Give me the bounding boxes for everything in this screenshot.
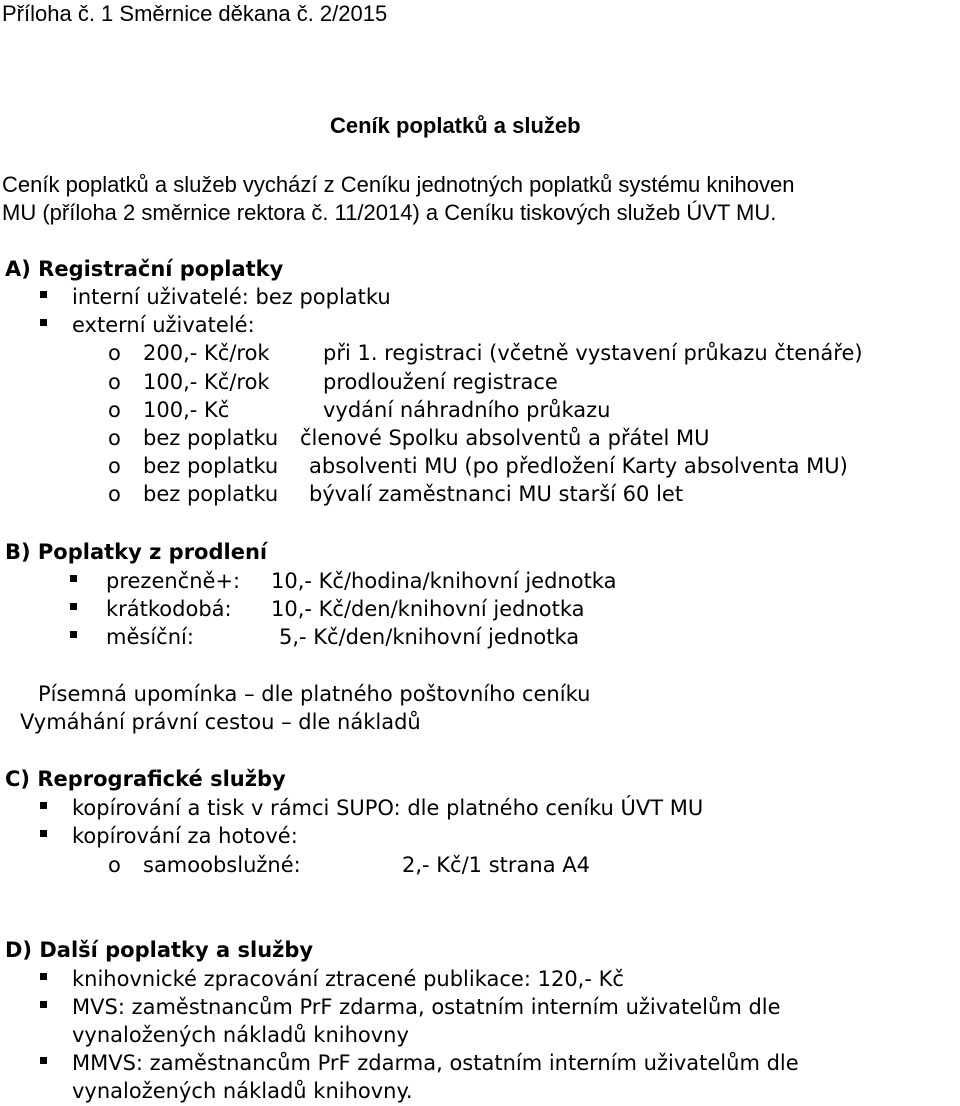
item-label: prezenčně+: xyxy=(106,569,241,593)
circle-bullet-icon: o xyxy=(108,482,121,506)
square-bullet-icon xyxy=(40,830,47,837)
square-bullet-icon xyxy=(40,291,47,298)
item-price: bez poplatku xyxy=(143,482,279,506)
square-bullet-icon xyxy=(70,603,77,610)
item-label: krátkodobá: xyxy=(106,597,232,621)
section-c-bullet-2: kopírování za hotové: xyxy=(72,824,298,848)
square-bullet-icon xyxy=(40,1001,47,1008)
square-bullet-icon xyxy=(40,319,47,326)
section-a-bullet-1: interní uživatelé: bez poplatku xyxy=(72,285,391,309)
section-d-bullet-2-line-2: vynaložených nákladů knihovny xyxy=(72,1023,409,1047)
square-bullet-icon xyxy=(40,973,47,980)
note-written-reminder: Písemná upomínka – dle platného poštovního ceníku xyxy=(38,682,591,706)
item-label: měsíční: xyxy=(106,625,194,649)
intro-line-2: MU (příloha 2 směrnice rektora č. 11/2014) a Ceníku tiskových služeb ÚVT MU. xyxy=(2,200,777,225)
item-desc: vydání náhradního průkazu xyxy=(323,398,611,422)
square-bullet-icon xyxy=(70,631,77,638)
item-price: 100,- Kč/rok xyxy=(143,370,270,394)
section-d-heading: D) Další poplatky a služby xyxy=(5,938,314,962)
circle-bullet-icon: o xyxy=(108,853,121,877)
circle-bullet-icon: o xyxy=(108,454,121,478)
item-price: 100,- Kč xyxy=(143,398,230,422)
circle-bullet-icon: o xyxy=(108,341,121,365)
section-a-heading: A) Registrační poplatky xyxy=(5,257,284,281)
section-a-bullet-2: externí uživatelé: xyxy=(72,313,255,337)
item-price: bez poplatku xyxy=(143,454,279,478)
square-bullet-icon xyxy=(40,1057,47,1064)
square-bullet-icon xyxy=(40,802,47,809)
item-value: 10,- Kč/hodina/knihovní jednotka xyxy=(271,569,617,593)
item-value: 2,- Kč/1 strana A4 xyxy=(402,853,590,877)
circle-bullet-icon: o xyxy=(108,398,121,422)
item-label: samoobslužné: xyxy=(143,853,301,877)
section-d-bullet-2-line-1: MVS: zaměstnancům PrF zdarma, ostatním interním uživatelům dle xyxy=(72,995,781,1019)
item-desc: při 1. registraci (včetně vystavení průkazu čtenáře) xyxy=(323,341,863,365)
section-d-bullet-3-line-2: vynaložených nákladů knihovny. xyxy=(72,1079,413,1103)
section-d-bullet-1: knihovnické zpracování ztracené publikace: 120,- Kč xyxy=(72,967,624,991)
section-c-heading: C) Reprografické služby xyxy=(5,767,286,791)
item-desc: členové Spolku absolventů a přátel MU xyxy=(300,426,710,450)
square-bullet-icon xyxy=(70,575,77,582)
circle-bullet-icon: o xyxy=(108,370,121,394)
item-value: 5,- Kč/den/knihovní jednotka xyxy=(279,625,580,649)
item-price: 200,- Kč/rok xyxy=(143,341,270,365)
item-desc: bývalí zaměstnanci MU starší 60 let xyxy=(309,482,684,506)
document-header: Příloha č. 1 Směrnice děkana č. 2/2015 xyxy=(2,1,388,26)
item-value: 10,- Kč/den/knihovní jednotka xyxy=(271,597,585,621)
section-b-heading: B) Poplatky z prodlení xyxy=(5,540,268,564)
item-desc: absolventi MU (po předložení Karty absolventa MU) xyxy=(309,454,848,478)
circle-bullet-icon: o xyxy=(108,426,121,450)
item-desc: prodloužení registrace xyxy=(323,370,558,394)
page-title: Ceník poplatků a služeb xyxy=(330,113,581,138)
item-price: bez poplatku xyxy=(143,426,279,450)
section-d-bullet-3-line-1: MMVS: zaměstnancům PrF zdarma, ostatním interním uživatelům dle xyxy=(72,1051,799,1075)
section-c-bullet-1: kopírování a tisk v rámci SUPO: dle platného ceníku ÚVT MU xyxy=(72,796,704,820)
intro-line-1: Ceník poplatků a služeb vychází z Ceníku jednotných poplatků systému knihoven xyxy=(2,172,795,197)
note-legal-enforcement: Vymáhání právní cestou – dle nákladů xyxy=(20,710,421,734)
